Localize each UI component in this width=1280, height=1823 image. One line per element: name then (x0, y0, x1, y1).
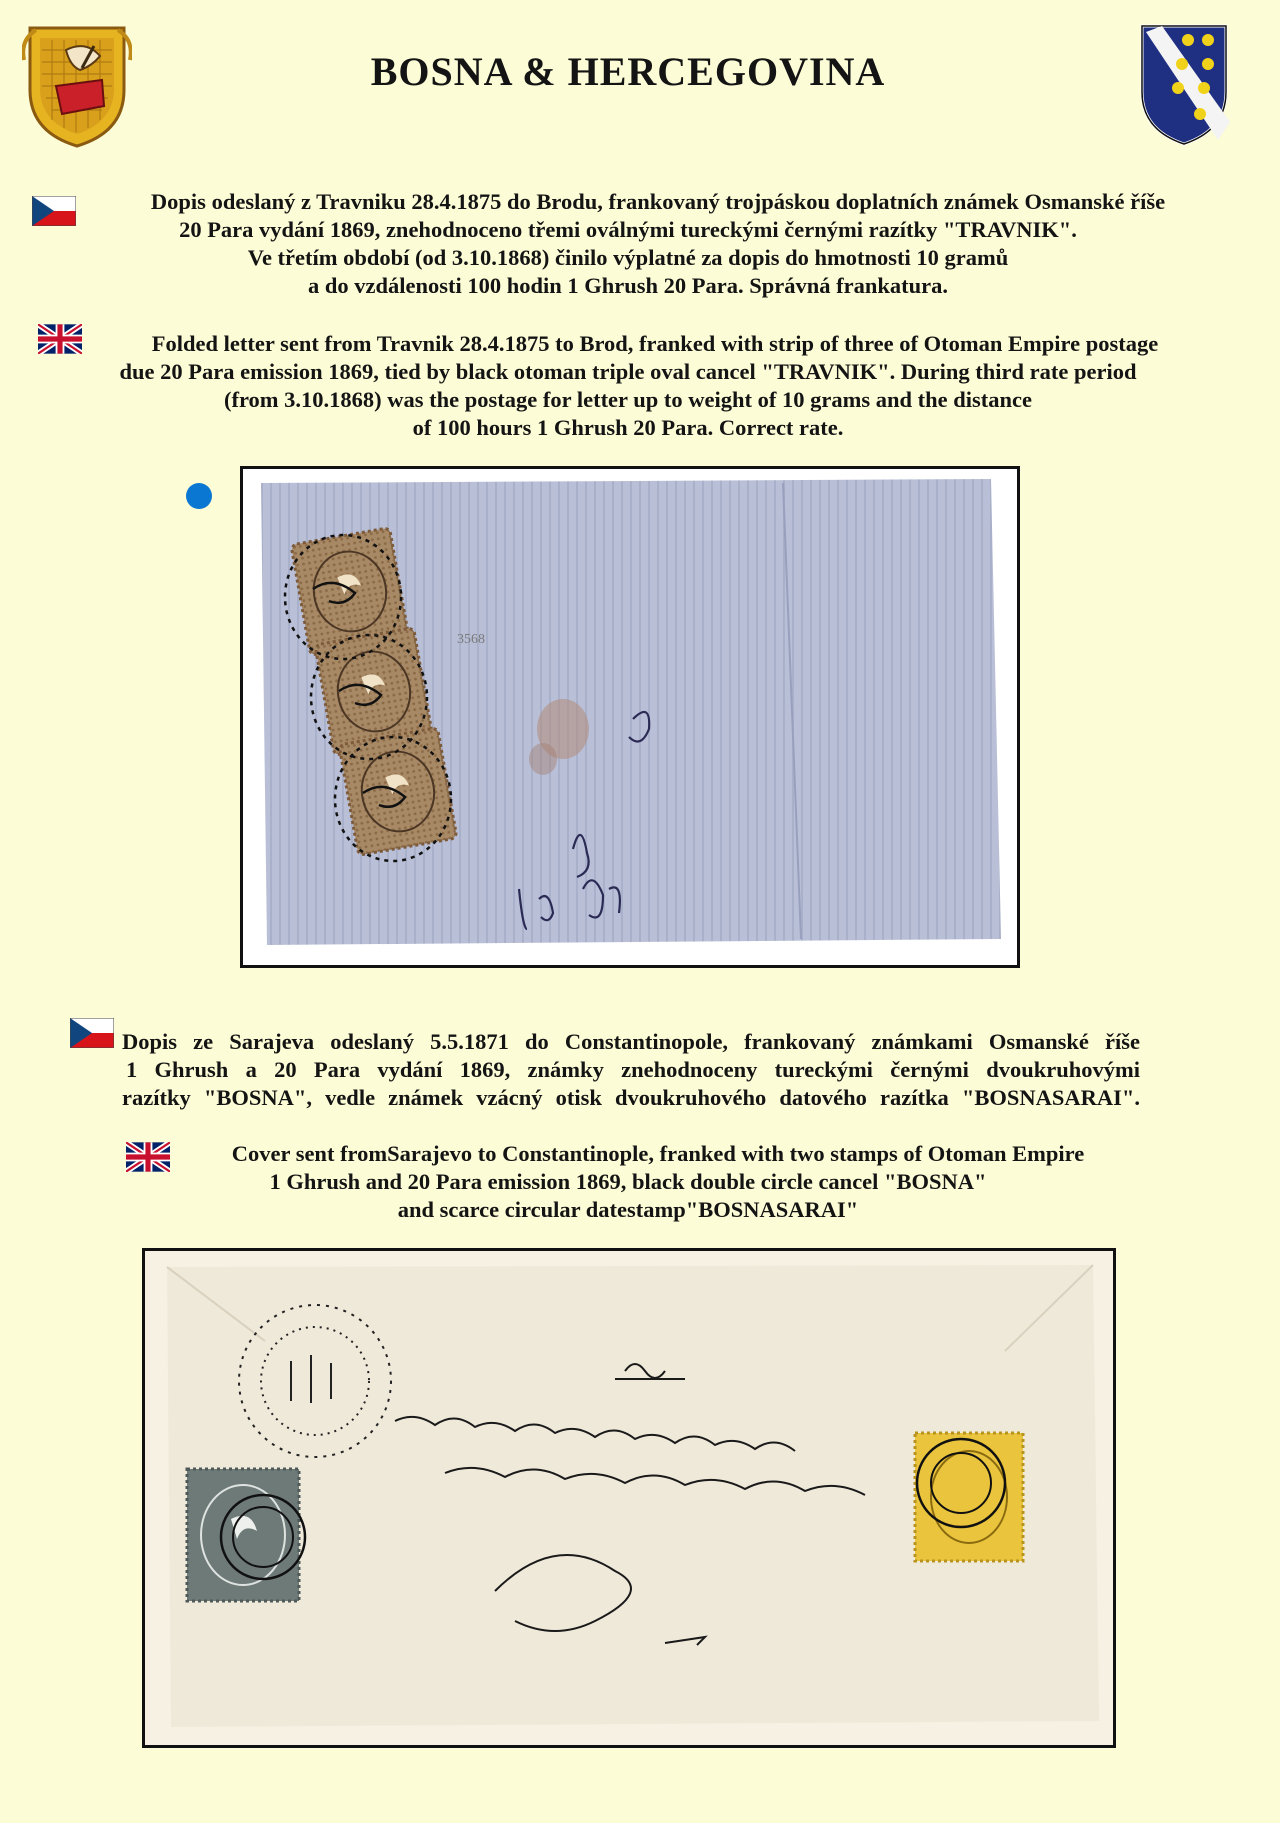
section1-czech-text (0, 188, 1256, 300)
czech-flag-icon (70, 1018, 114, 1048)
text-line: 1 Ghrush a 20 Para vydání 1869, známky znehodnoceny tureckými černými dvoukruhovými (126, 1057, 1140, 1082)
cover-sarajevo-image (142, 1248, 1116, 1748)
section2-english-text (0, 1140, 1256, 1224)
text-line: Dopis odeslaný z Travniku 28.4.1875 do Brodu, frankovaný trojpáskou doplatních známek Osmanské říše (150, 189, 1166, 214)
text-line: Cover sent fromSarajevo to Constantinople, franked with two stamps of Otoman Empire (231, 1141, 1085, 1166)
text-line: a do vzdálenosti 100 hodin 1 Ghrush 20 Para. Správná frankatura. (307, 273, 949, 298)
text-line: Dopis ze Sarajeva odeslaný 5.5.1871 do Constantinopole, frankovaný známkami Osmanské říše (122, 1029, 1140, 1054)
section2-czech-text (122, 1028, 1140, 1112)
text-line: razítky "BOSNA", vedle známek vzácný otisk dvoukruhového datového razítka "BOSNASARAI". (122, 1085, 1140, 1110)
text-line: 20 Para vydání 1869, znehodnoceno třemi oválnými tureckými černými razítky "TRAVNIK". (179, 217, 1077, 242)
text-line: (from 3.10.1868) was the postage for letter up to weight of 10 grams and the distance (223, 387, 1033, 412)
text-line: and scarce circular datestamp"BOSNASARAI" (397, 1197, 859, 1222)
text-line: of 100 hours 1 Ghrush 20 Para. Correct rate. (412, 415, 844, 440)
text-line: Folded letter sent from Travnik 28.4.1875 to Brod, franked with strip of three of Otoman Empire postage (151, 331, 1159, 356)
marker-dot (186, 483, 212, 509)
letter-travnik-image (240, 466, 1020, 968)
page-title: BOSNA & HERCEGOVINA (370, 49, 886, 94)
text-line: Ve třetím období (od 3.10.1868) činilo výplatné za dopis do hmotnosti 10 gramů (247, 245, 1009, 270)
stamp-gray (187, 1469, 305, 1601)
pencil-note: 3568 (457, 632, 485, 647)
stamp-yellow (915, 1433, 1023, 1561)
section1-english-text (0, 330, 1256, 442)
text-line: due 20 Para emission 1869, tied by black otoman triple oval cancel "TRAVNIK". During third rate period (119, 359, 1137, 384)
text-line: 1 Ghrush and 20 Para emission 1869, black double circle cancel "BOSNA" (269, 1169, 987, 1194)
